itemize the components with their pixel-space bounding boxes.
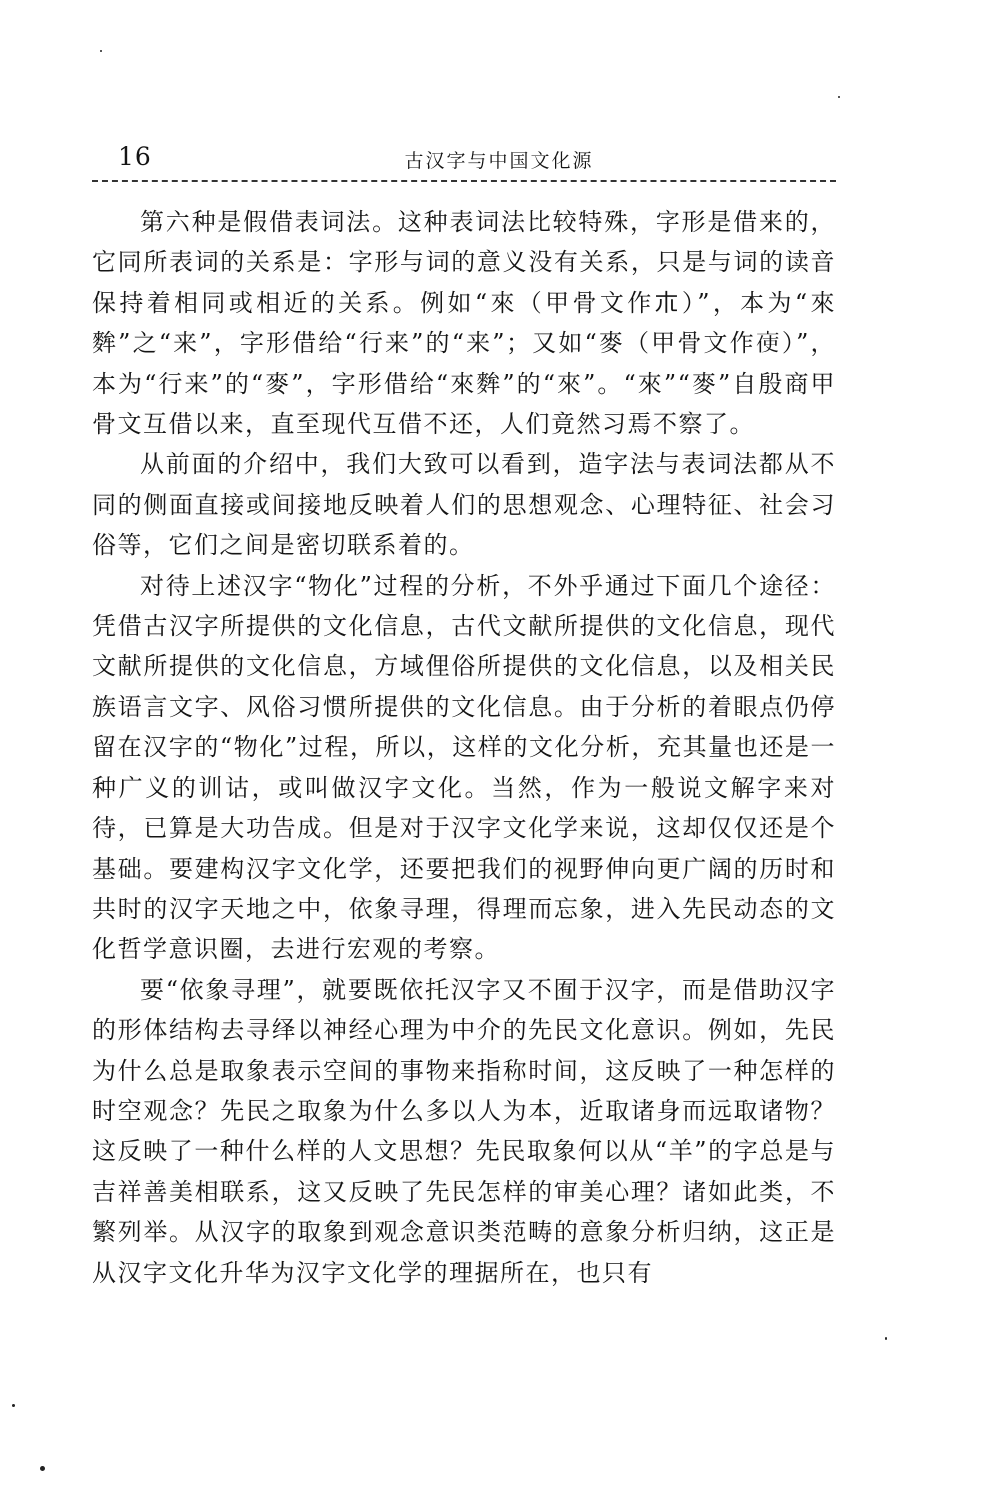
scan-speck <box>40 1466 45 1471</box>
paragraph: 要“依象寻理”，就要既依托汉字又不囿于汉字，而是借助汉字的形体结构去寻绎以神经心理为中介的先民文化意识。例如，先民为什么总是取象表示空间的事物来指称时间，这反映了一种怎样的时空观念？先民之取象为什么多以人为本，近取诸身而远取诸物？这反映了一种什么样的人文思想？先民取象何以从“羊”的字总是与吉祥善美相联系，这又反映了先民怎样的审美心理？诸如此类，不繁列举。从汉字的取象到观念意识类范畴的意象分析归纳，这正是从汉字文化升华为汉字文化学的理据所在，也只有 <box>92 975 836 1287</box>
scan-speck <box>838 96 840 98</box>
paragraph: 对待上述汉字“物化”过程的分析，不外乎通过下面几个途径：凭借古汉字所提供的文化信息，古代文献所提供的文化信息，现代文献所提供的文化信息，方域俚俗所提供的文化信息，以及相关民族语言文字、风俗习惯所提供的文化信息。由于分析的着眼点仍停留在汉字的“物化”过程，所以，这样的文化分析，充其量也还是一种广义的训诂，或叫做汉字文化。当然，作为一般说文解字来对待，已算是大功告成。但是对于汉字文化学来说，这却仅仅还是个基础。要建构汉字文化学，还要把我们的视野伸向更广阔的历时和共时的汉字天地之中，依象寻理，得理而忘象，进入先民动态的文化哲学意识圈，去进行宏观的考察。 <box>92 571 836 964</box>
paragraph: 第六种是假借表词法。这种表词法比较特殊，字形是借来的，它同所表词的关系是：字形与词的意义没有关系，只是与词的读音保持着相同或相近的关系。例如“來（甲骨文作𣎳）”，本为“來麰”之“来”，字形借给“行来”的“来”；又如“麥（甲骨文作𠅚）”，本为“行来”的“麥”，字形借给“來麰”的“來”。“來”“麥”自殷商甲骨文互借以来，直至现代互借不还，人们竟然习焉不察了。 <box>92 208 836 439</box>
scan-speck <box>100 50 102 52</box>
page-number: 16 <box>118 142 152 171</box>
scan-speck <box>12 1404 15 1407</box>
running-title: 古汉字与中国文化源 <box>404 150 594 172</box>
paragraph: 从前面的介绍中，我们大致可以看到，造字法与表词法都从不同的侧面直接或间接地反映着人们的思想观念、心理特征、社会习俗等，它们之间是密切联系着的。 <box>92 450 836 560</box>
scan-speck <box>885 1337 887 1340</box>
body-text <box>92 202 836 1293</box>
header-rule <box>92 180 836 182</box>
